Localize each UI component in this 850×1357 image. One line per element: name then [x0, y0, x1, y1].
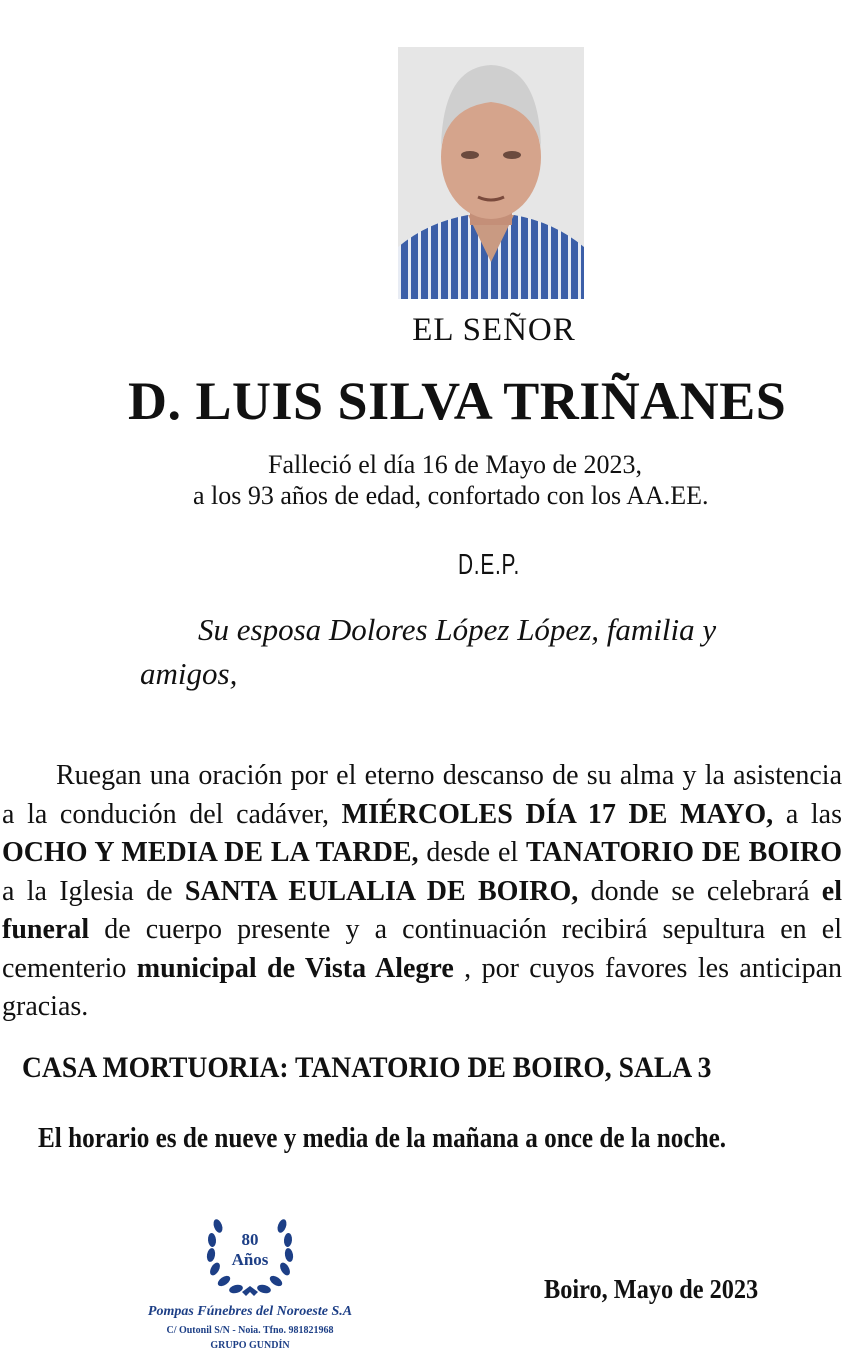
anniversary-badge — [202, 1230, 298, 1270]
body-text: , por cuyos favores les anticipan gracias. — [2, 952, 842, 1022]
funeral-home-line: CASA MORTUORIA: TANATORIO DE BOIRO, SALA 3 — [22, 1051, 712, 1084]
family-text — [140, 608, 840, 696]
years-label: Años — [231, 1250, 269, 1269]
company-group: GRUPO GUNDÍN — [210, 1340, 290, 1351]
body-text: desde el — [418, 837, 527, 868]
body-bold: municipal de Vista Alegre — [136, 952, 454, 984]
place-date: Boiro, Mayo de 2023 — [544, 1274, 759, 1304]
body-text: a la Iglesia de — [2, 875, 185, 907]
family-line-1: Su esposa Dolores López López, familia y — [198, 612, 717, 647]
death-date-line: Falleció el día 16 de Mayo de 2023, — [268, 450, 643, 479]
body-bold: SANTA EULALIA DE BOIRO, — [184, 875, 579, 907]
company-address: C/ Outonil S/N - Noia. Tfno. 981821968 — [166, 1325, 334, 1336]
body-text: Ruegan una oración por el eterno descanso de su alma y la asistencia a la condución del cadáver, — [2, 760, 842, 830]
rip-text: D.E.P. — [458, 549, 520, 581]
deceased-name: D. LUIS SILVA TRIÑANES — [128, 371, 787, 431]
opening-hours-line: El horario es de nueve y media de la mañana a once de la noche. — [38, 1123, 727, 1154]
body-bold: MIÉRCOLES DÍA 17 DE MAYO, — [341, 798, 774, 830]
years-number: 80 — [241, 1230, 259, 1249]
body-bold: el funeral — [2, 875, 843, 945]
body-text: de cuerpo presente y a continuación recibirá sepultura en el cementerio — [2, 914, 842, 984]
title-prefix: EL SEÑOR — [412, 312, 576, 348]
death-age-line: a los 93 años de edad, confortado con los AA.EE. — [193, 481, 709, 510]
body-text: donde se celebrará — [578, 875, 822, 907]
family-line-2: amigos, — [140, 656, 238, 691]
portrait-photo — [398, 47, 584, 299]
company-logo — [120, 1212, 380, 1357]
body-bold: TANATORIO DE BOIRO — [526, 837, 842, 868]
company-name: Pompas Fúnebres del Noroeste S.A — [147, 1304, 353, 1319]
body-text: a las — [773, 798, 843, 830]
body-bold: OCHO Y MEDIA DE LA TARDE, — [2, 837, 419, 868]
ceremony-paragraph — [2, 757, 842, 1027]
